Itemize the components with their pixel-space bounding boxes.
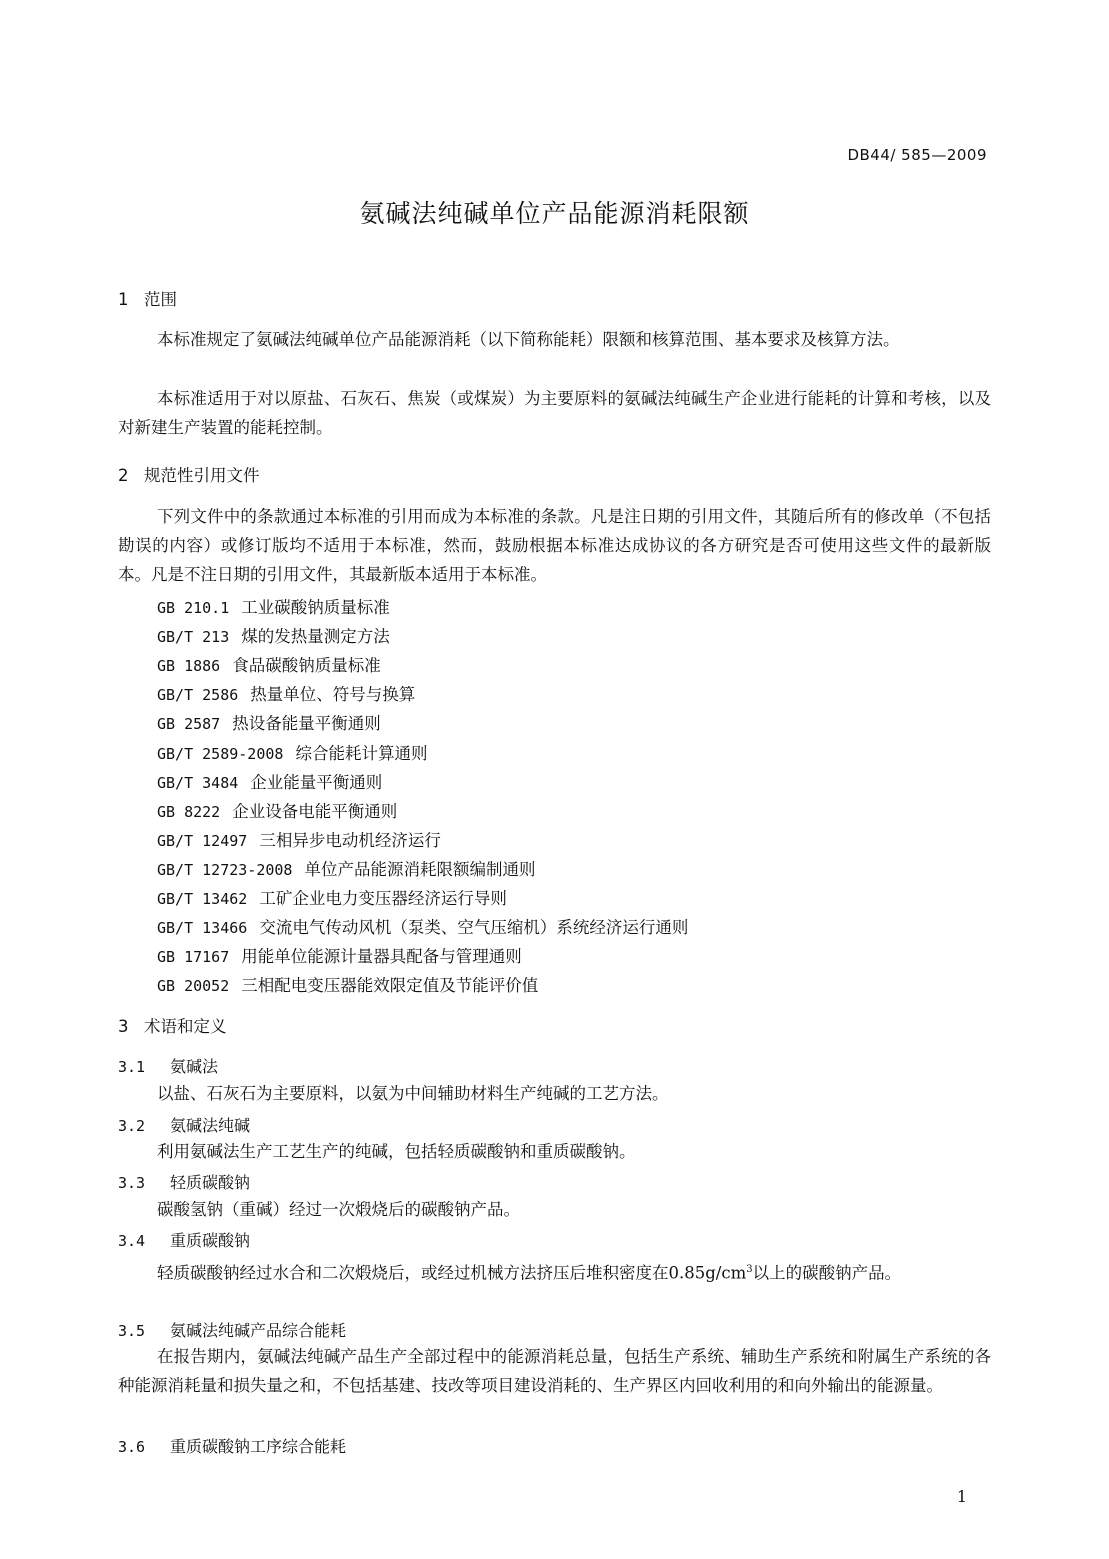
reference-title: 三相配电变压器能效限定值及节能评价值 — [241, 976, 539, 996]
reference-code: GB 1886 — [157, 657, 221, 676]
reference-title: 三相异步电动机经济运行 — [259, 830, 441, 850]
section-number: 3 — [118, 1017, 129, 1036]
section-1-paragraph-1: 本标准规定了氨碱法纯碱单位产品能源消耗（以下简称能耗）限额和核算范围、基本要求及核算方法。 — [157, 330, 900, 349]
section-number: 2 — [118, 466, 129, 485]
reference-code: GB/T 13462 — [157, 890, 248, 908]
reference-title: 食品碳酸钠质量标准 — [232, 656, 381, 676]
term-number: 3.3 — [118, 1174, 146, 1192]
term-name: 轻质碳酸钠 — [170, 1173, 251, 1192]
definition-text-cont: 以上的碳酸钠产品。 — [752, 1263, 902, 1283]
document-number: DB44/ 585—2009 — [847, 146, 987, 164]
term-heading-3-3 — [118, 1170, 250, 1193]
term-number: 3.1 — [118, 1058, 146, 1076]
reference-code: GB/T 12497 — [157, 831, 248, 850]
reference-code: GB 17167 — [157, 948, 230, 967]
reference-item — [157, 769, 382, 793]
reference-item — [157, 710, 381, 734]
term-definition-3-1: 以盐、石灰石为主要原料，以氨为中间辅助材料生产纯碱的工艺方法。 — [157, 1084, 669, 1103]
reference-code: GB 2587 — [157, 715, 221, 734]
term-definition-3-3: 碳酸氢钠（重碱）经过一次煅烧后的碳酸钠产品。 — [157, 1200, 520, 1219]
term-name: 氨碱法纯碱 — [170, 1116, 251, 1135]
section-2-heading — [118, 462, 260, 486]
term-heading-3-2 — [118, 1113, 250, 1136]
document-title: 氨碱法纯碱单位产品能源消耗限额 — [359, 199, 750, 228]
reference-code: GB 20052 — [157, 977, 230, 996]
reference-title: 综合能耗计算通则 — [295, 743, 428, 763]
reference-title: 企业能量平衡通则 — [250, 772, 383, 792]
reference-code: GB/T 2589-2008 — [157, 744, 284, 763]
reference-title: 单位产品能源消耗限额编制通则 — [304, 859, 536, 879]
reference-title: 用能单位能源计量器具配备与管理通则 — [241, 947, 522, 967]
page-number: 1 — [956, 1487, 967, 1506]
reference-item — [157, 623, 390, 647]
section-3-heading — [118, 1013, 227, 1037]
reference-code: GB/T 213 — [157, 628, 230, 647]
reference-code: GB/T 13466 — [157, 919, 248, 938]
term-name: 氨碱法纯碱产品综合能耗 — [170, 1321, 347, 1340]
reference-title: 工矿企业电力变压器经济运行导则 — [259, 889, 507, 908]
section-1-paragraph-2: 本标准适用于对以原盐、石灰石、焦炭（或煤炭）为主要原料的氨碱法纯碱生产企业进行能耗的计算和考核，以及对新建生产装置的能耗控制。 — [118, 389, 991, 437]
reference-item — [157, 827, 441, 851]
definition-text: 轻质碳酸钠经过水合和二次煅烧后，或经过机械方法挤压后堆积密度在0.85g/cm — [157, 1263, 747, 1283]
term-heading-3-4 — [118, 1228, 250, 1251]
reference-title: 煤的发热量测定方法 — [241, 627, 390, 647]
section-title: 规范性引用文件 — [144, 466, 260, 485]
term-number: 3.2 — [118, 1117, 146, 1135]
term-name: 氨碱法 — [170, 1057, 219, 1076]
reference-item — [157, 740, 427, 764]
reference-item — [157, 652, 381, 676]
section-number: 1 — [118, 290, 129, 309]
term-definition-3-2: 利用氨碱法生产工艺生产的纯碱，包括轻质碳酸钠和重质碳酸钠。 — [157, 1142, 636, 1161]
reference-code: GB/T 3484 — [157, 773, 239, 792]
reference-item — [157, 943, 522, 967]
section-title: 术语和定义 — [144, 1017, 227, 1036]
term-heading-3-5 — [118, 1318, 346, 1341]
reference-code: GB/T 2586 — [157, 686, 239, 705]
term-heading-3-1 — [118, 1054, 218, 1077]
superscript: 3 — [746, 1264, 753, 1275]
reference-code: GB 210.1 — [157, 599, 230, 617]
reference-code: GB/T 12723-2008 — [157, 860, 293, 879]
term-number: 3.6 — [118, 1438, 146, 1456]
reference-item — [157, 972, 538, 996]
term-name: 重质碳酸钠 — [170, 1231, 251, 1250]
reference-item — [157, 594, 390, 618]
section-1-heading — [118, 286, 177, 310]
reference-title: 工业碳酸钠质量标准 — [241, 598, 390, 617]
section-title: 范围 — [144, 290, 177, 309]
term-definition-3-5: 在报告期内，氨碱法纯碱产品生产全部过程中的能源消耗总量，包括生产系统、辅助生产系统和附属生产系统的各种能源消耗量和损失量之和，不包括基建、技改等项目建设消耗的、生产界区内回收利用的和向外输出的能源量。 — [118, 1347, 991, 1395]
term-name: 重质碳酸钠工序综合能耗 — [170, 1437, 347, 1456]
reference-item — [157, 914, 688, 938]
section-2-paragraph-1: 下列文件中的条款通过本标准的引用而成为本标准的条款。凡是注日期的引用文件，其随后所有的修改单（不包括勘误的内容）或修订版均不适用于本标准，然而，鼓励根据本标准达成协议的各方研究是否可使用这些文件的最新版本。凡是不注日期的引用文件，其最新版本适用于本标准。 — [118, 507, 991, 584]
term-number: 3.4 — [118, 1232, 146, 1250]
reference-code: GB 8222 — [157, 802, 221, 821]
reference-title: 热量单位、符号与换算 — [250, 685, 416, 705]
reference-title: 企业设备电能平衡通则 — [232, 801, 398, 821]
term-number: 3.5 — [118, 1322, 146, 1340]
reference-item — [157, 681, 415, 705]
reference-item — [157, 798, 397, 822]
term-definition-3-4 — [118, 1255, 991, 1288]
term-heading-3-6 — [118, 1434, 346, 1457]
reference-title: 热设备能量平衡通则 — [232, 714, 381, 734]
reference-item — [157, 885, 507, 909]
reference-item — [157, 856, 535, 880]
reference-title: 交流电气传动风机（泵类、空气压缩机）系统经济运行通则 — [259, 918, 689, 938]
